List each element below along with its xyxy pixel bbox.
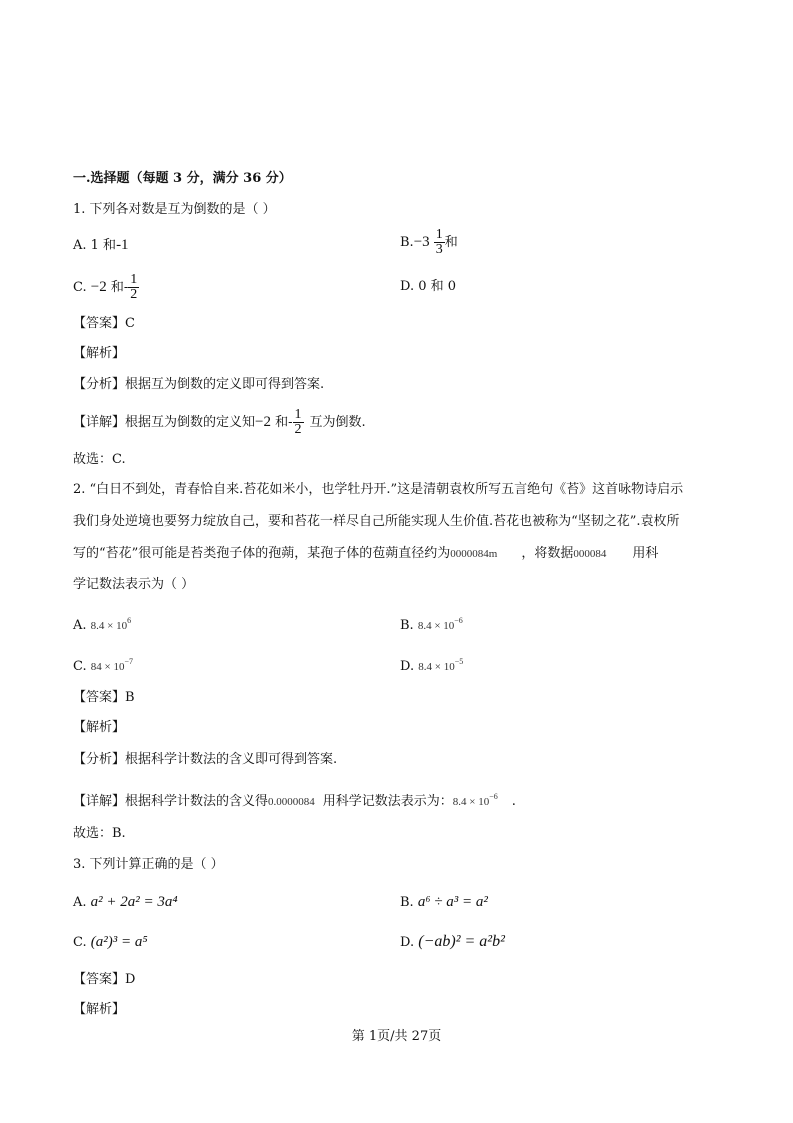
q2-jiexi: 【解析】: [73, 720, 126, 735]
q1-detail-pre: 【详解】根据互为倒数的定义知: [73, 415, 256, 430]
q3-answer: 【答案】D: [73, 972, 136, 987]
q1-b-num: 1: [435, 227, 443, 242]
q2-detail-m2: 8.4 × 10: [452, 796, 490, 808]
q2-option-c: [73, 653, 133, 676]
q3-c-prefix: C.: [73, 935, 87, 950]
q1-detail-den: 2: [294, 422, 302, 437]
q2-option-b: [400, 612, 463, 635]
q3-b-prefix: B.: [400, 895, 414, 910]
q1-c-fraction: [128, 273, 139, 302]
q3-d-prefix: D.: [400, 935, 415, 950]
q1-option-d: D. 0 和 0: [400, 279, 457, 294]
q2-c-exp: −7: [124, 657, 133, 666]
q1-c-num: 1: [130, 272, 138, 287]
q3-a-math: a² + 2a² = 3a⁴: [90, 894, 178, 910]
q2-b-exp: −6: [454, 616, 463, 625]
q2-a-prefix: A.: [73, 618, 87, 633]
q1-detail-num: 1: [294, 407, 302, 422]
q1-c-mid: 和-: [106, 280, 129, 295]
page-footer: 第 1页/共 27页: [351, 1029, 442, 1044]
q1-c-prefix: C.: [73, 280, 87, 295]
q2-line1: 2. “白日不到处，青春恰自来.苔花如米小，也学牡丹开.”这是清朝袁枚所写五言绝句《苔》这首咏物诗启示: [73, 482, 684, 497]
q2-c-prefix: C.: [73, 659, 87, 674]
q3-b-math: a⁶ ÷ a³ = a²: [417, 894, 488, 910]
q1-analysis: 【分析】根据互为倒数的定义即可得到答案.: [73, 377, 325, 392]
q1-detail-fraction: [293, 408, 304, 437]
q1-stem: 1. 下列各对数是互为倒数的是（ ）: [73, 202, 276, 217]
q2-line2: 我们身处逆境也要努力绽放自己，要和苔花一样尽自己所能实现人生价值.苔花也被称为“坚韧之花”.袁枚所: [73, 514, 680, 529]
q2-a-exp: 6: [127, 616, 132, 625]
q2-detail-post: .: [511, 794, 516, 809]
q1-b-fraction: [434, 228, 445, 257]
q1-a-math: -1: [116, 237, 129, 253]
q2-answer: 【答案】B: [73, 690, 135, 705]
q3-a-prefix: A.: [73, 895, 87, 910]
q1-detail-math: −2: [255, 414, 271, 430]
section-title: 一.选择题（每题 3 分，满分 36 分）: [73, 171, 292, 186]
q2-line3-post: 用科: [632, 546, 659, 561]
q1-a-prefix: A. 1 和: [73, 238, 117, 253]
q3-option-a: [73, 893, 178, 912]
q3-c-math: (a²)³ = a⁵: [90, 934, 148, 950]
q3-jiexi: 【解析】: [73, 1002, 126, 1017]
q1-choose: 故选：C.: [73, 452, 126, 467]
q2-detail-m1: 0.0000084: [268, 796, 315, 808]
q2-option-a: [73, 612, 131, 635]
q1-b-math: −3: [413, 234, 430, 250]
q2-b-prefix: B.: [400, 618, 414, 633]
q1-detail-mid: 和-: [270, 415, 293, 430]
q2-choose: 故选：B.: [73, 826, 126, 841]
q2-line3: [73, 545, 658, 563]
q3-option-d: [400, 933, 505, 952]
q1-b-prefix: B.: [400, 235, 414, 250]
q1-c-den: 2: [130, 287, 138, 302]
q2-detail: [73, 788, 516, 811]
q1-answer: 【答案】C: [73, 316, 135, 331]
q1-b-den: 3: [435, 242, 443, 257]
q2-detail-exp: −6: [489, 792, 498, 801]
q2-option-d: [400, 653, 463, 676]
q2-line3-pre: 写的“苔花”很可能是苔类孢子体的孢蒴，某孢子体的苞蒴直径约为: [73, 546, 451, 561]
q1-detail: [73, 408, 366, 437]
q1-option-b: [400, 228, 458, 257]
q1-option-a: [73, 236, 129, 255]
q2-b-math: 8.4 × 10: [417, 620, 455, 632]
q3-option-b: [400, 893, 488, 912]
q1-detail-post: 互为倒数.: [309, 415, 366, 430]
q1-c-math: −2: [90, 279, 107, 295]
q1-jiexi: 【解析】: [73, 346, 126, 361]
q1-option-c: [73, 273, 139, 302]
q1-b-suffix: 和: [444, 235, 458, 250]
q2-detail-mid: 用科学记数法表示为：: [322, 794, 453, 809]
q3-stem: 3. 下列计算正确的是（ ）: [73, 857, 224, 872]
q2-a-math: 8.4 × 10: [90, 620, 128, 632]
q2-line3-m1: 0000084m: [450, 548, 498, 560]
q2-line3-m2: 000084: [573, 548, 607, 560]
q3-option-c: [73, 933, 148, 952]
q2-line4: 学记数法表示为（ ）: [73, 577, 195, 592]
q2-detail-pre: 【详解】根据科学计数法的含义得: [73, 794, 269, 809]
q3-d-math: (−ab)² = a²b²: [418, 933, 505, 950]
q2-d-exp: −5: [454, 657, 464, 666]
q2-c-math: 84 × 10: [90, 661, 125, 673]
q2-d-math: 8.4 × 10: [418, 661, 455, 673]
q2-line3-mid: ，将数据: [521, 546, 574, 561]
q2-d-prefix: D.: [400, 659, 415, 674]
q2-analysis: 【分析】根据科学计数法的含义即可得到答案.: [73, 752, 338, 767]
